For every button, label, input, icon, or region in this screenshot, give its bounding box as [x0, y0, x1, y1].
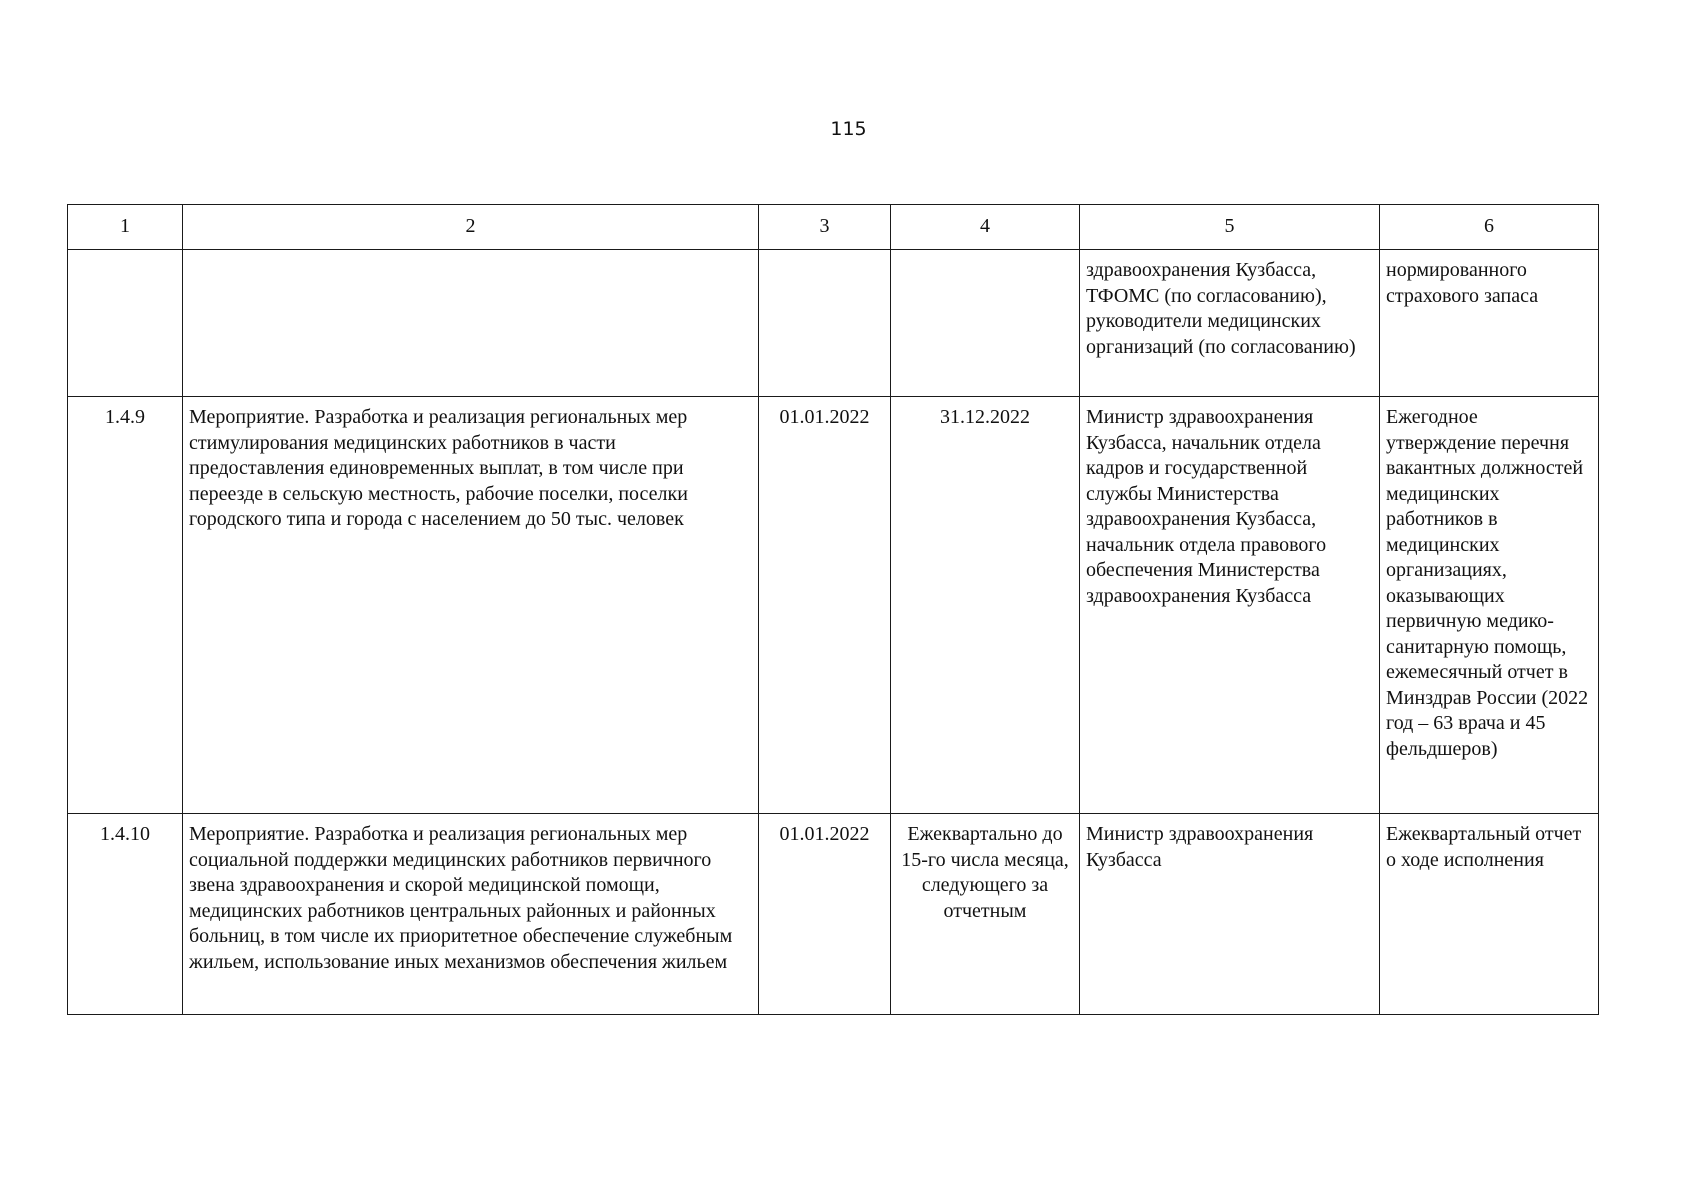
column-header: 1 [68, 205, 183, 250]
start-date-cell: 01.01.2022 [759, 397, 891, 814]
responsible-cell: Министр здравоохранения Кузбасса, начальник отдела кадров и государственной службы Министерства здравоохранения Кузбасса, начальник отдела правового обеспечения Министерства здравоохранения Кузбасса [1080, 397, 1380, 814]
table-row [68, 397, 1599, 814]
column-header: 4 [891, 205, 1080, 250]
table-row [68, 250, 1599, 397]
table-row [68, 814, 1599, 1015]
measure-cell: Мероприятие. Разработка и реализация региональных мер социальной поддержки медицинских работников первичного звена здравоохранения и скорой медицинской помощи, медицинских работников центральных районных и районных больниц, в том числе их приоритетное обеспечение служебным жильем, использование иных механизмов обеспечения жильем [183, 814, 759, 1015]
end-date-cell [891, 250, 1080, 397]
column-header: 3 [759, 205, 891, 250]
column-header: 6 [1380, 205, 1599, 250]
page-number: 115 [830, 118, 867, 140]
table-header-row [68, 205, 1599, 250]
column-header: 5 [1080, 205, 1380, 250]
responsible-cell: Министр здравоохранения Кузбасса [1080, 814, 1380, 1015]
result-cell: Ежегодное утверждение перечня вакантных должностей медицинских работников в медицинских организациях, оказывающих первичную медико-санитарную помощь, ежемесячный отчет в Минздрав России (2022 год – 63 врача и 45 фельдшеров) [1380, 397, 1599, 814]
item-number-cell: 1.4.10 [68, 814, 183, 1015]
item-number-cell: 1.4.9 [68, 397, 183, 814]
start-date-cell [759, 250, 891, 397]
end-date-cell: Ежеквартально до 15-го числа месяца, следующего за отчетным [891, 814, 1080, 1015]
result-cell: Ежеквартальный отчет о ходе исполнения [1380, 814, 1599, 1015]
measure-cell: Мероприятие. Разработка и реализация региональных мер стимулирования медицинских работников в части предоставления единовременных выплат, в том числе при переезде в сельскую местность, рабочие поселки, поселки городского типа и города с населением до 50 тыс. человек [183, 397, 759, 814]
responsible-cell: здравоохранения Кузбасса, ТФОМС (по согласованию), руководители медицинских организаций (по согласованию) [1080, 250, 1380, 397]
start-date-cell: 01.01.2022 [759, 814, 891, 1015]
end-date-cell: 31.12.2022 [891, 397, 1080, 814]
result-cell: нормированного страхового запаса [1380, 250, 1599, 397]
item-number-cell [68, 250, 183, 397]
measures-table [67, 204, 1599, 1015]
column-header: 2 [183, 205, 759, 250]
measure-cell [183, 250, 759, 397]
